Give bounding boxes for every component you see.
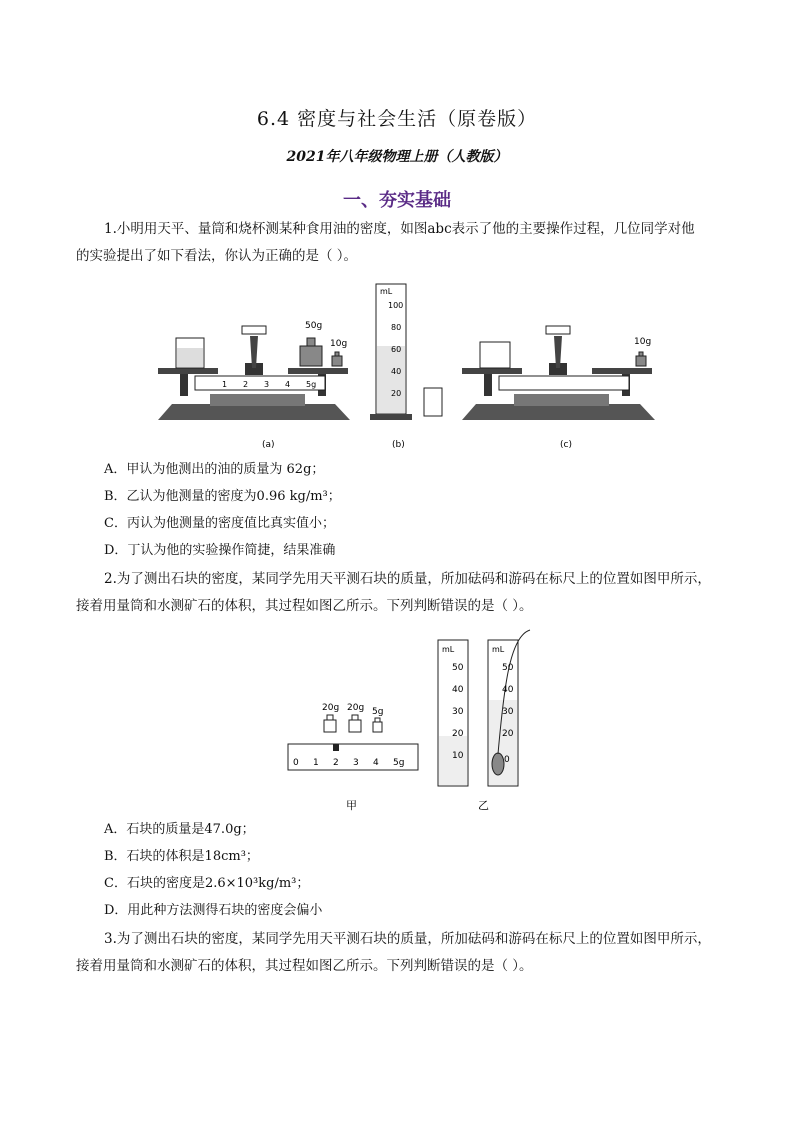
page-title: 6.4 密度与社会生活（原卷版） bbox=[256, 108, 538, 130]
weight-10g-label-c: 10g bbox=[634, 337, 652, 347]
svg-text:30: 30 bbox=[452, 707, 464, 717]
svg-text:1: 1 bbox=[222, 380, 228, 389]
weights-group bbox=[324, 715, 382, 732]
question-2-option-a: A．石块的质量是47.0g； bbox=[104, 822, 255, 837]
svg-text:2: 2 bbox=[333, 758, 339, 768]
svg-text:80: 80 bbox=[391, 323, 402, 332]
figure-b-label: (b) bbox=[392, 440, 405, 450]
svg-text:0: 0 bbox=[293, 758, 299, 768]
question-2-option-b: B．石块的体积是18cm³； bbox=[104, 849, 259, 864]
label-jia: 甲 bbox=[346, 799, 357, 812]
balance-c bbox=[462, 326, 655, 420]
svg-text:40: 40 bbox=[452, 685, 464, 695]
weight-20g-label-2: 20g bbox=[347, 703, 365, 713]
page-subtitle: 2021年八年级物理上册（人教版） bbox=[286, 149, 508, 165]
cylinder-b bbox=[370, 284, 442, 420]
label-yi: 乙 bbox=[478, 799, 489, 812]
svg-text:40: 40 bbox=[502, 685, 514, 695]
question-3-text bbox=[76, 926, 716, 980]
svg-text:2: 2 bbox=[243, 380, 249, 389]
svg-text:40: 40 bbox=[391, 367, 402, 376]
figure-a-label: (a) bbox=[262, 440, 275, 450]
question-1-option-a: A．甲认为他测出的油的质量为 62g； bbox=[104, 462, 325, 477]
cylinder-1-unit: mL bbox=[442, 645, 455, 654]
svg-text:0: 0 bbox=[504, 755, 510, 765]
question-2-line-1: 2.为了测出石块的密度，某同学先用天平测石块的质量，所加砝码和游码在标尺上的位置如图甲所示， bbox=[104, 571, 711, 587]
svg-text:4: 4 bbox=[373, 758, 379, 768]
svg-text:20: 20 bbox=[391, 389, 402, 398]
svg-text:3: 3 bbox=[264, 380, 270, 389]
cylinder-2-unit: mL bbox=[492, 645, 505, 654]
weight-50g-label: 50g bbox=[305, 321, 323, 331]
question-2-option-c: C．石块的密度是2.6×10³kg/m³； bbox=[104, 876, 310, 891]
svg-text:60: 60 bbox=[391, 345, 402, 354]
question-1-line-1: 1.小明用天平、量筒和烧杯测某种食用油的密度，如图abc表示了他的主要操作过程，几位同学对他 bbox=[104, 221, 695, 237]
question-2-option-d: D．用此种方法测得石块的密度会偏小 bbox=[104, 903, 323, 918]
svg-text:20: 20 bbox=[502, 729, 514, 739]
svg-text:20: 20 bbox=[452, 729, 464, 739]
svg-text:30: 30 bbox=[502, 707, 514, 717]
question-1-text bbox=[76, 216, 716, 270]
svg-text:50: 50 bbox=[452, 663, 464, 673]
question-1-line-2: 的实验提出了如下看法，你认为正确的是（ ）。 bbox=[76, 248, 358, 264]
section-heading: 一、夯实基础 bbox=[343, 190, 451, 211]
figure-c-label: (c) bbox=[560, 440, 572, 450]
question-1-option-c: C．丙认为他测量的密度值比真实值小； bbox=[104, 516, 335, 531]
svg-text:1: 1 bbox=[313, 758, 319, 768]
question-2-line-2: 接着用量筒和水测矿石的体积，其过程如图乙所示。下列判断错误的是（ ）。 bbox=[76, 598, 533, 614]
cylinder-b-unit: mL bbox=[380, 287, 393, 296]
weight-20g-label-1: 20g bbox=[322, 703, 340, 713]
svg-text:5g: 5g bbox=[393, 758, 405, 768]
weight-10g-label-a: 10g bbox=[330, 339, 348, 349]
balance-a bbox=[158, 326, 350, 420]
question-3-line-2: 接着用量筒和水测矿石的体积，其过程如图乙所示。下列判断错误的是（ ）。 bbox=[76, 958, 533, 974]
question-1-option-d: D．丁认为他的实验操作简捷，结果准确 bbox=[104, 543, 336, 558]
svg-text:4: 4 bbox=[285, 380, 291, 389]
svg-text:3: 3 bbox=[353, 758, 359, 768]
svg-text:50: 50 bbox=[502, 663, 514, 673]
question-1-figure bbox=[150, 276, 670, 456]
question-1-option-b: B．乙认为他测量的密度为0.96 kg/m³； bbox=[104, 489, 341, 504]
rider bbox=[333, 744, 339, 751]
question-2-figure bbox=[280, 626, 560, 816]
question-3-line-1: 3.为了测出石块的密度，某同学先用天平测石块的质量，所加砝码和游码在标尺上的位置如图甲所示， bbox=[104, 931, 711, 947]
weight-5g-label: 5g bbox=[372, 707, 384, 717]
question-2-text bbox=[76, 566, 716, 620]
svg-text:5g: 5g bbox=[306, 380, 317, 389]
svg-text:10: 10 bbox=[452, 751, 464, 761]
svg-text:100: 100 bbox=[388, 301, 404, 310]
